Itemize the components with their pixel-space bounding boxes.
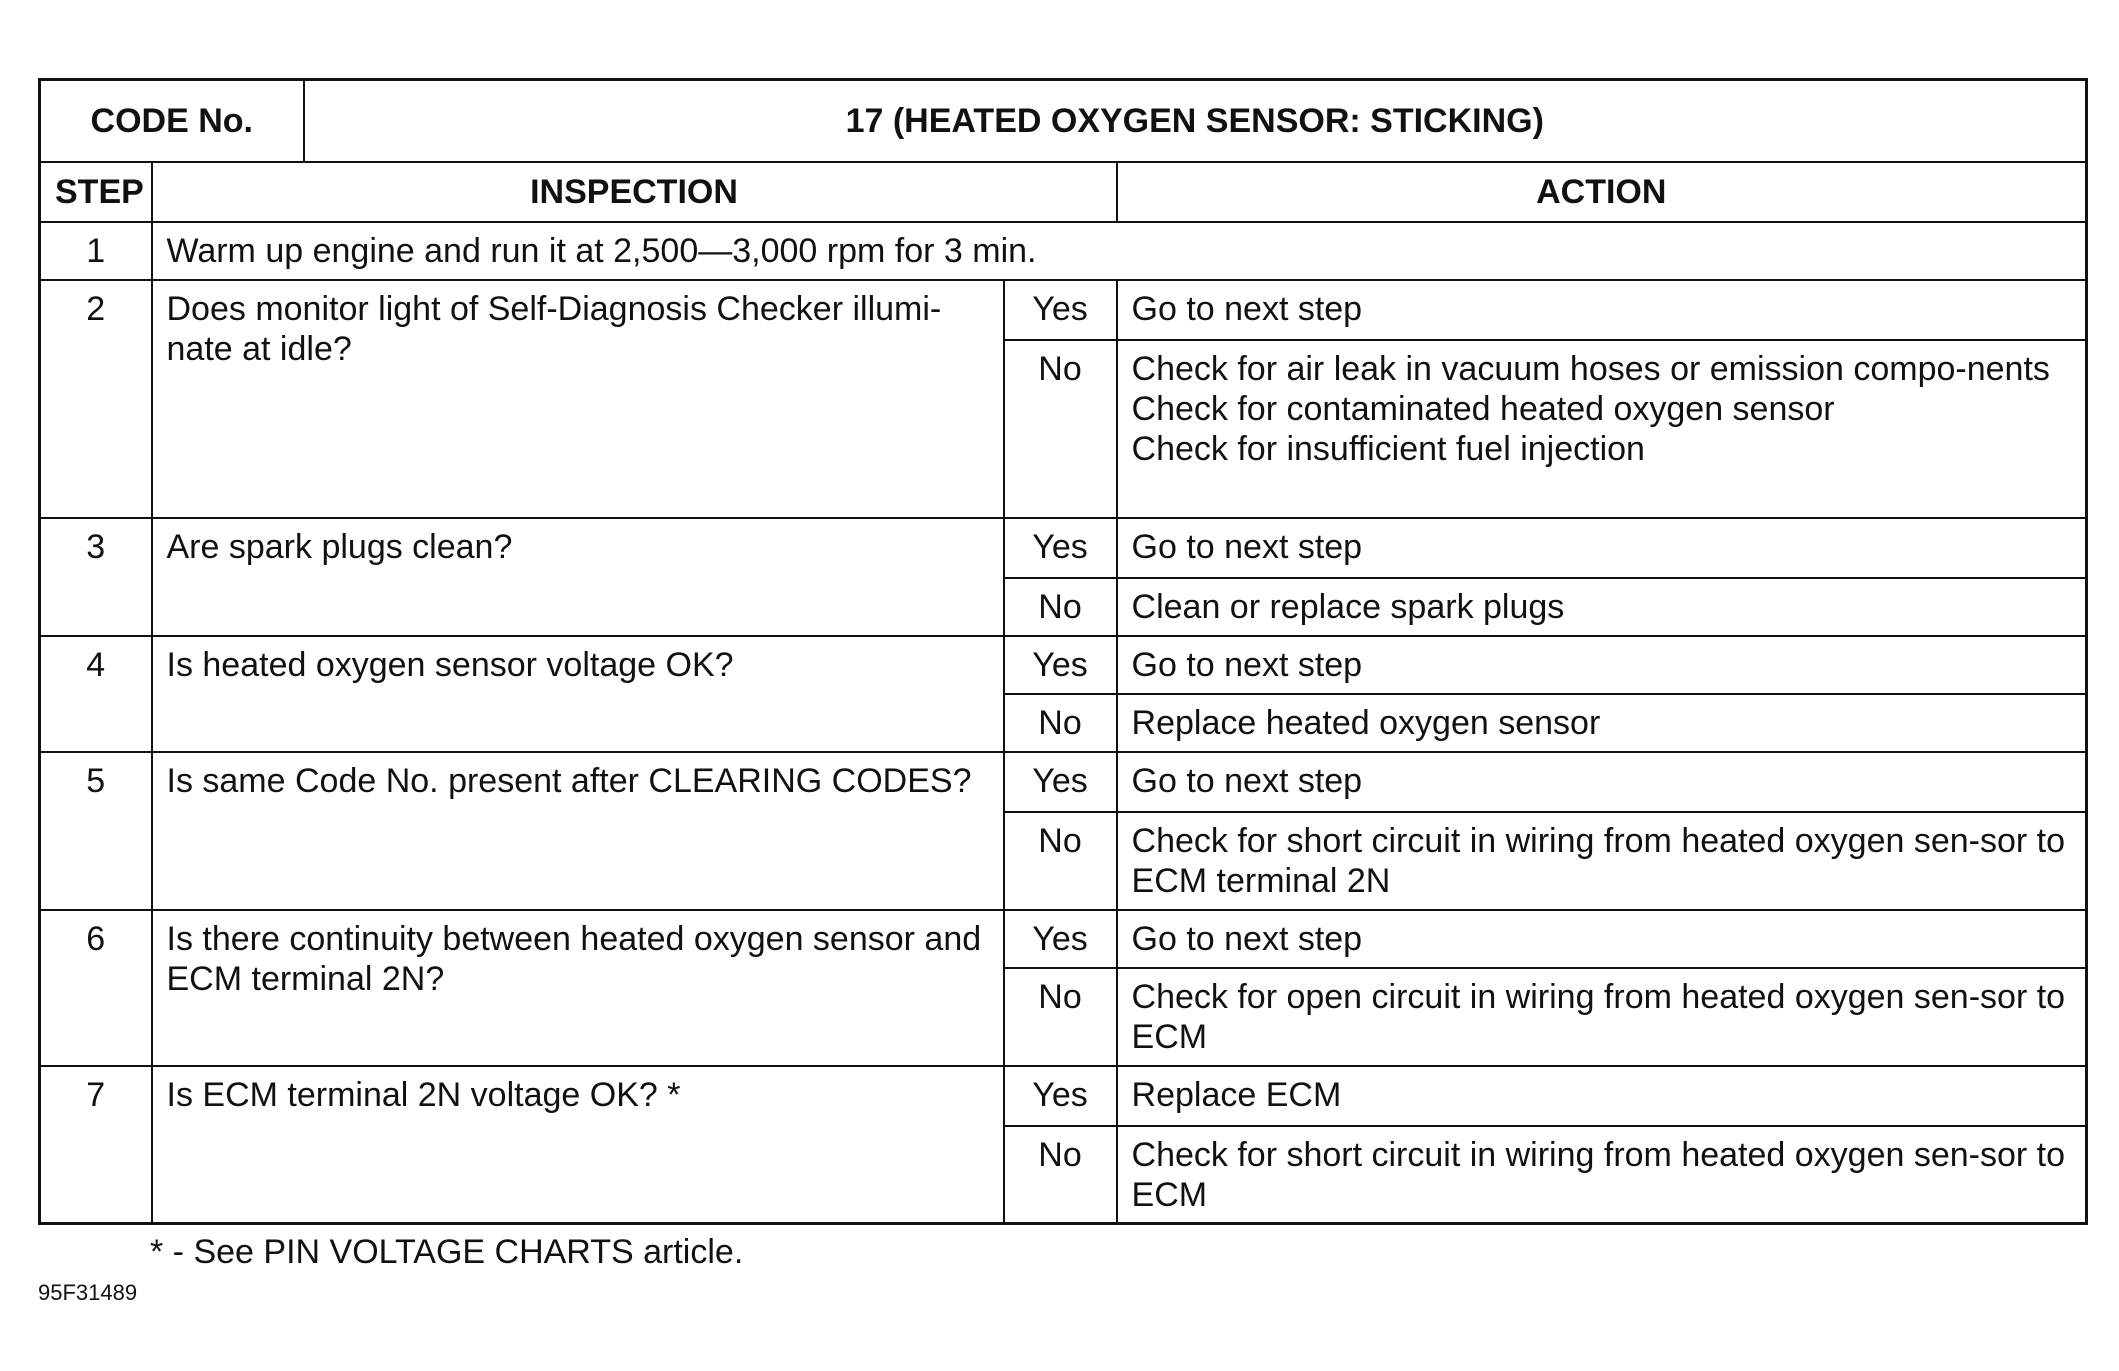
action-line: Check for air leak in vacuum hoses or emission compo-nents	[1131, 349, 2050, 388]
inspection-text: Is there continuity between heated oxygen sensor and ECM terminal 2N?	[152, 910, 1004, 1066]
answer-no: No	[1004, 578, 1117, 636]
table-row	[40, 518, 2087, 578]
step-number: 1	[40, 222, 152, 280]
code-label: CODE No.	[40, 80, 304, 162]
step-number: 2	[40, 280, 152, 518]
code-header-row	[40, 80, 2087, 162]
action-no	[1117, 578, 2087, 636]
answer-yes: Yes	[1004, 910, 1117, 968]
step-number: 6	[40, 910, 152, 1066]
table-row	[40, 636, 2087, 694]
action-yes	[1117, 910, 2087, 968]
action-no	[1117, 968, 2087, 1066]
inspection-text: Is ECM terminal 2N voltage OK? *	[152, 1066, 1004, 1224]
action-line: Check for short circuit in wiring from heated oxygen sen-sor to ECM	[1131, 1135, 2066, 1214]
diagnostic-table	[38, 78, 2088, 1225]
action-no	[1117, 1126, 2087, 1224]
answer-no: No	[1004, 694, 1117, 752]
table-row	[40, 910, 2087, 968]
column-header-action: ACTION	[1117, 162, 2087, 222]
action-yes	[1117, 280, 2087, 340]
action-line: Go to next step	[1131, 919, 1363, 958]
inspection-text: Are spark plugs clean?	[152, 518, 1004, 636]
answer-no: No	[1004, 812, 1117, 910]
action-line: Replace heated oxygen sensor	[1131, 703, 1601, 742]
step-number: 3	[40, 518, 152, 636]
action-no	[1117, 812, 2087, 910]
table-row	[40, 1066, 2087, 1126]
answer-yes: Yes	[1004, 636, 1117, 694]
step-number: 4	[40, 636, 152, 752]
action-line: Check for contaminated heated oxygen sensor	[1131, 389, 1835, 428]
footnote: * - See PIN VOLTAGE CHARTS article.	[150, 1233, 744, 1271]
action-yes	[1117, 1066, 2087, 1126]
action-no	[1117, 340, 2087, 518]
inspection-text: Warm up engine and run it at 2,500—3,000 rpm for 3 min.	[152, 222, 2087, 280]
answer-yes: Yes	[1004, 752, 1117, 812]
column-header-row	[40, 162, 2087, 222]
action-yes	[1117, 636, 2087, 694]
inspection-text: Is same Code No. present after CLEARING CODES?	[152, 752, 1004, 910]
code-title: 17 (HEATED OXYGEN SENSOR: STICKING)	[304, 80, 2087, 162]
table-row	[40, 222, 2087, 280]
answer-no: No	[1004, 340, 1117, 518]
figure-id: 95F31489	[38, 1280, 138, 1305]
column-header-inspection: INSPECTION	[152, 162, 1117, 222]
inspection-text: Is heated oxygen sensor voltage OK?	[152, 636, 1004, 752]
action-line: Go to next step	[1131, 527, 1363, 566]
step-number: 7	[40, 1066, 152, 1224]
answer-no: No	[1004, 1126, 1117, 1224]
action-yes	[1117, 518, 2087, 578]
action-line: Check for insufficient fuel injection	[1131, 429, 1645, 468]
action-no	[1117, 694, 2087, 752]
column-header-step: STEP	[40, 162, 152, 222]
answer-yes: Yes	[1004, 280, 1117, 340]
action-line: Check for open circuit in wiring from heated oxygen sen-sor to ECM	[1131, 977, 2066, 1056]
inspection-text: Does monitor light of Self-Diagnosis Checker illumi-nate at idle?	[152, 280, 1004, 518]
action-yes	[1117, 752, 2087, 812]
action-line: Go to next step	[1131, 289, 1363, 328]
answer-yes: Yes	[1004, 1066, 1117, 1126]
action-line: Clean or replace spark plugs	[1131, 587, 1565, 626]
table-row	[40, 752, 2087, 812]
action-line: Replace ECM	[1131, 1075, 1342, 1114]
action-line: Check for short circuit in wiring from heated oxygen sen-sor to ECM terminal 2N	[1131, 821, 2066, 900]
step-number: 5	[40, 752, 152, 910]
action-line: Go to next step	[1131, 645, 1363, 684]
table-row	[40, 280, 2087, 340]
table-body	[40, 80, 2087, 1224]
answer-yes: Yes	[1004, 518, 1117, 578]
answer-no: No	[1004, 968, 1117, 1066]
action-line: Go to next step	[1131, 761, 1363, 800]
